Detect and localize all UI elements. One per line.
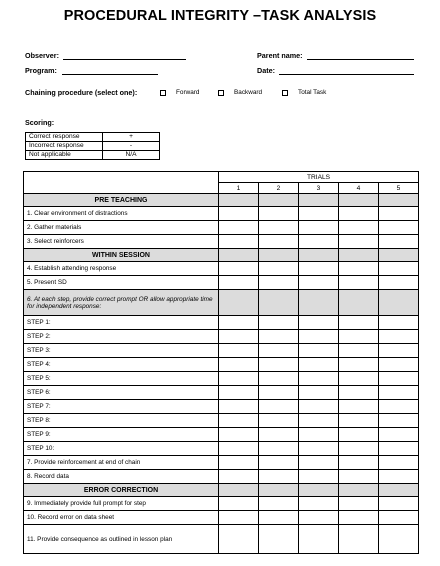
score-cell[interactable]: [259, 428, 299, 442]
score-cell[interactable]: [299, 525, 339, 554]
step-row: [24, 344, 419, 358]
score-cell[interactable]: [259, 235, 299, 249]
table-row: [24, 290, 419, 316]
step-label: STEP 7:: [24, 400, 219, 414]
score-cell[interactable]: [259, 221, 299, 235]
score-cell[interactable]: [259, 442, 299, 456]
table-row: [24, 276, 419, 290]
score-cell[interactable]: [259, 276, 299, 290]
score-cell[interactable]: [339, 400, 379, 414]
score-cell[interactable]: [259, 372, 299, 386]
scoring-name: Not applicable: [26, 151, 103, 160]
score-cell[interactable]: [219, 525, 259, 554]
page-title: PROCEDURAL INTEGRITY –TASK ANALYSIS: [63, 8, 377, 24]
score-cell[interactable]: [339, 428, 379, 442]
score-cell[interactable]: [299, 372, 339, 386]
item-label: 7. Provide reinforcement at end of chain: [24, 456, 219, 470]
item-label: 11. Provide consequence as outlined in lesson plan: [24, 525, 219, 554]
date-field[interactable]: [279, 74, 414, 75]
trial-number: 1: [219, 183, 259, 194]
program-field[interactable]: [62, 74, 158, 75]
score-cell[interactable]: [219, 276, 259, 290]
section-row: [24, 194, 419, 207]
score-cell[interactable]: [299, 316, 339, 330]
score-cell[interactable]: [379, 372, 419, 386]
scoring-row: [26, 133, 160, 142]
table-row: [24, 511, 419, 525]
table-row: [24, 207, 419, 221]
forward-checkbox[interactable]: [160, 90, 166, 96]
score-cell[interactable]: [299, 358, 339, 372]
scoring-symbol: N/A: [103, 151, 160, 160]
score-cell[interactable]: [379, 456, 419, 470]
score-cell[interactable]: [379, 525, 419, 554]
score-cell[interactable]: [259, 344, 299, 358]
section-error-correction: ERROR CORRECTION: [24, 484, 219, 497]
score-cell[interactable]: [299, 400, 339, 414]
score-cell[interactable]: [299, 235, 339, 249]
score-cell[interactable]: [339, 497, 379, 511]
score-cell[interactable]: [259, 358, 299, 372]
score-cell[interactable]: [299, 207, 339, 221]
step-row: [24, 358, 419, 372]
score-cell[interactable]: [259, 525, 299, 554]
score-cell[interactable]: [259, 316, 299, 330]
scoring-table: [25, 132, 160, 160]
scoring-name: Incorrect response: [26, 142, 103, 151]
item-label: 3. Select reinforcers: [24, 235, 219, 249]
score-cell[interactable]: [219, 470, 259, 484]
table-row: [24, 525, 419, 554]
table-row: [24, 262, 419, 276]
score-cell[interactable]: [379, 262, 419, 276]
trial-number: 5: [379, 183, 419, 194]
score-cell[interactable]: [339, 525, 379, 554]
score-cell[interactable]: [219, 207, 259, 221]
score-cell[interactable]: [379, 330, 419, 344]
score-cell[interactable]: [219, 497, 259, 511]
step-label: STEP 3:: [24, 344, 219, 358]
score-cell[interactable]: [219, 414, 259, 428]
chaining-label: Chaining procedure (select one):: [25, 88, 138, 97]
score-cell[interactable]: [299, 442, 339, 456]
backward-checkbox[interactable]: [218, 90, 224, 96]
score-cell[interactable]: [259, 470, 299, 484]
item-label: 1. Clear environment of distractions: [24, 207, 219, 221]
score-cell[interactable]: [219, 262, 259, 276]
score-cell[interactable]: [339, 235, 379, 249]
score-cell[interactable]: [379, 511, 419, 525]
score-cell[interactable]: [299, 262, 339, 276]
score-cell[interactable]: [299, 428, 339, 442]
score-cell[interactable]: [379, 344, 419, 358]
table-row: [24, 497, 419, 511]
score-cell[interactable]: [219, 428, 259, 442]
score-cell[interactable]: [219, 456, 259, 470]
score-cell[interactable]: [259, 414, 299, 428]
score-cell[interactable]: [379, 414, 419, 428]
step-label: STEP 8:: [24, 414, 219, 428]
score-cell[interactable]: [219, 442, 259, 456]
score-cell[interactable]: [339, 456, 379, 470]
program-label: Program:: [25, 66, 57, 75]
score-cell[interactable]: [339, 316, 379, 330]
step-label: STEP 2:: [24, 330, 219, 344]
score-cell[interactable]: [219, 316, 259, 330]
step-row: [24, 442, 419, 456]
parent-name-label: Parent name:: [257, 51, 303, 60]
score-cell[interactable]: [339, 207, 379, 221]
score-cell[interactable]: [219, 344, 259, 358]
score-cell[interactable]: [259, 497, 299, 511]
score-cell[interactable]: [259, 386, 299, 400]
step-row: [24, 372, 419, 386]
score-cell[interactable]: [299, 330, 339, 344]
item-label: 6. At each step, provide correct prompt OR allow appropriate time for independent response:: [24, 290, 219, 316]
score-cell[interactable]: [299, 276, 339, 290]
score-cell[interactable]: [339, 511, 379, 525]
score-cell[interactable]: [339, 330, 379, 344]
score-cell[interactable]: [379, 316, 419, 330]
score-cell[interactable]: [299, 344, 339, 358]
score-cell[interactable]: [259, 262, 299, 276]
score-cell[interactable]: [379, 358, 419, 372]
score-cell[interactable]: [379, 207, 419, 221]
score-cell[interactable]: [219, 235, 259, 249]
score-cell[interactable]: [219, 358, 259, 372]
score-cell[interactable]: [339, 442, 379, 456]
score-cell[interactable]: [299, 456, 339, 470]
score-cell[interactable]: [339, 276, 379, 290]
score-cell[interactable]: [299, 470, 339, 484]
score-cell[interactable]: [219, 221, 259, 235]
score-cell[interactable]: [219, 330, 259, 344]
section-pre-teaching: PRE TEACHING: [24, 194, 219, 207]
score-cell[interactable]: [339, 372, 379, 386]
header-corner-cell: [24, 172, 219, 194]
section-row: [24, 484, 419, 497]
step-label: STEP 1:: [24, 316, 219, 330]
score-cell[interactable]: [299, 414, 339, 428]
score-cell[interactable]: [339, 414, 379, 428]
score-cell[interactable]: [219, 400, 259, 414]
score-cell[interactable]: [339, 386, 379, 400]
score-cell[interactable]: [259, 207, 299, 221]
step-label: STEP 9:: [24, 428, 219, 442]
trials-header-row: [24, 172, 419, 183]
item-label: 10. Record error on data sheet: [24, 511, 219, 525]
score-cell[interactable]: [379, 428, 419, 442]
score-cell[interactable]: [379, 235, 419, 249]
score-cell[interactable]: [379, 386, 419, 400]
score-cell[interactable]: [299, 221, 339, 235]
trial-number: 2: [259, 183, 299, 194]
step-row: [24, 414, 419, 428]
trial-number: 4: [339, 183, 379, 194]
observer-field[interactable]: [63, 59, 186, 60]
step-row: [24, 386, 419, 400]
section-within-session: WITHIN SESSION: [24, 249, 219, 262]
scoring-symbol: -: [103, 142, 160, 151]
score-cell[interactable]: [339, 470, 379, 484]
scoring-row: [26, 142, 160, 151]
section-row: [24, 249, 419, 262]
trial-number: 3: [299, 183, 339, 194]
score-cell[interactable]: [299, 386, 339, 400]
parent-name-field[interactable]: [307, 59, 414, 60]
total-task-option-label: Total Task: [298, 89, 327, 96]
date-label: Date:: [257, 66, 275, 75]
task-analysis-table: [23, 171, 419, 554]
table-row: [24, 221, 419, 235]
item-label: 9. Immediately provide full prompt for step: [24, 497, 219, 511]
trials-header: TRIALS: [219, 172, 419, 183]
score-cell[interactable]: [379, 400, 419, 414]
forward-option-label: Forward: [176, 89, 200, 96]
scoring-name: Correct response: [26, 133, 103, 142]
score-cell[interactable]: [259, 400, 299, 414]
score-cell[interactable]: [339, 262, 379, 276]
score-cell[interactable]: [299, 511, 339, 525]
score-cell[interactable]: [379, 497, 419, 511]
score-cell[interactable]: [259, 511, 299, 525]
total-task-checkbox[interactable]: [282, 90, 288, 96]
table-row: [24, 235, 419, 249]
score-cell[interactable]: [219, 372, 259, 386]
step-row: [24, 330, 419, 344]
observer-label: Observer:: [25, 51, 59, 60]
step-row: [24, 428, 419, 442]
score-cell[interactable]: [259, 456, 299, 470]
backward-option-label: Backward: [234, 89, 263, 96]
score-cell[interactable]: [219, 386, 259, 400]
score-cell[interactable]: [299, 497, 339, 511]
step-label: STEP 6:: [24, 386, 219, 400]
step-row: [24, 400, 419, 414]
table-row: [24, 470, 419, 484]
item-label: 8. Record data: [24, 470, 219, 484]
score-cell[interactable]: [379, 276, 419, 290]
scoring-label: Scoring:: [25, 118, 55, 127]
table-row: [24, 456, 419, 470]
score-cell[interactable]: [379, 221, 419, 235]
step-label: STEP 5:: [24, 372, 219, 386]
item-label: 4. Establish attending response: [24, 262, 219, 276]
step-label: STEP 10:: [24, 442, 219, 456]
score-cell[interactable]: [339, 221, 379, 235]
item-label: 2. Gather materials: [24, 221, 219, 235]
scoring-row: [26, 151, 160, 160]
step-label: STEP 4:: [24, 358, 219, 372]
score-cell[interactable]: [339, 344, 379, 358]
score-cell[interactable]: [339, 358, 379, 372]
item-label: 5. Present SD: [24, 276, 219, 290]
score-cell[interactable]: [259, 330, 299, 344]
score-cell[interactable]: [379, 442, 419, 456]
step-row: [24, 316, 419, 330]
scoring-symbol: +: [103, 133, 160, 142]
score-cell[interactable]: [379, 470, 419, 484]
score-cell[interactable]: [219, 511, 259, 525]
